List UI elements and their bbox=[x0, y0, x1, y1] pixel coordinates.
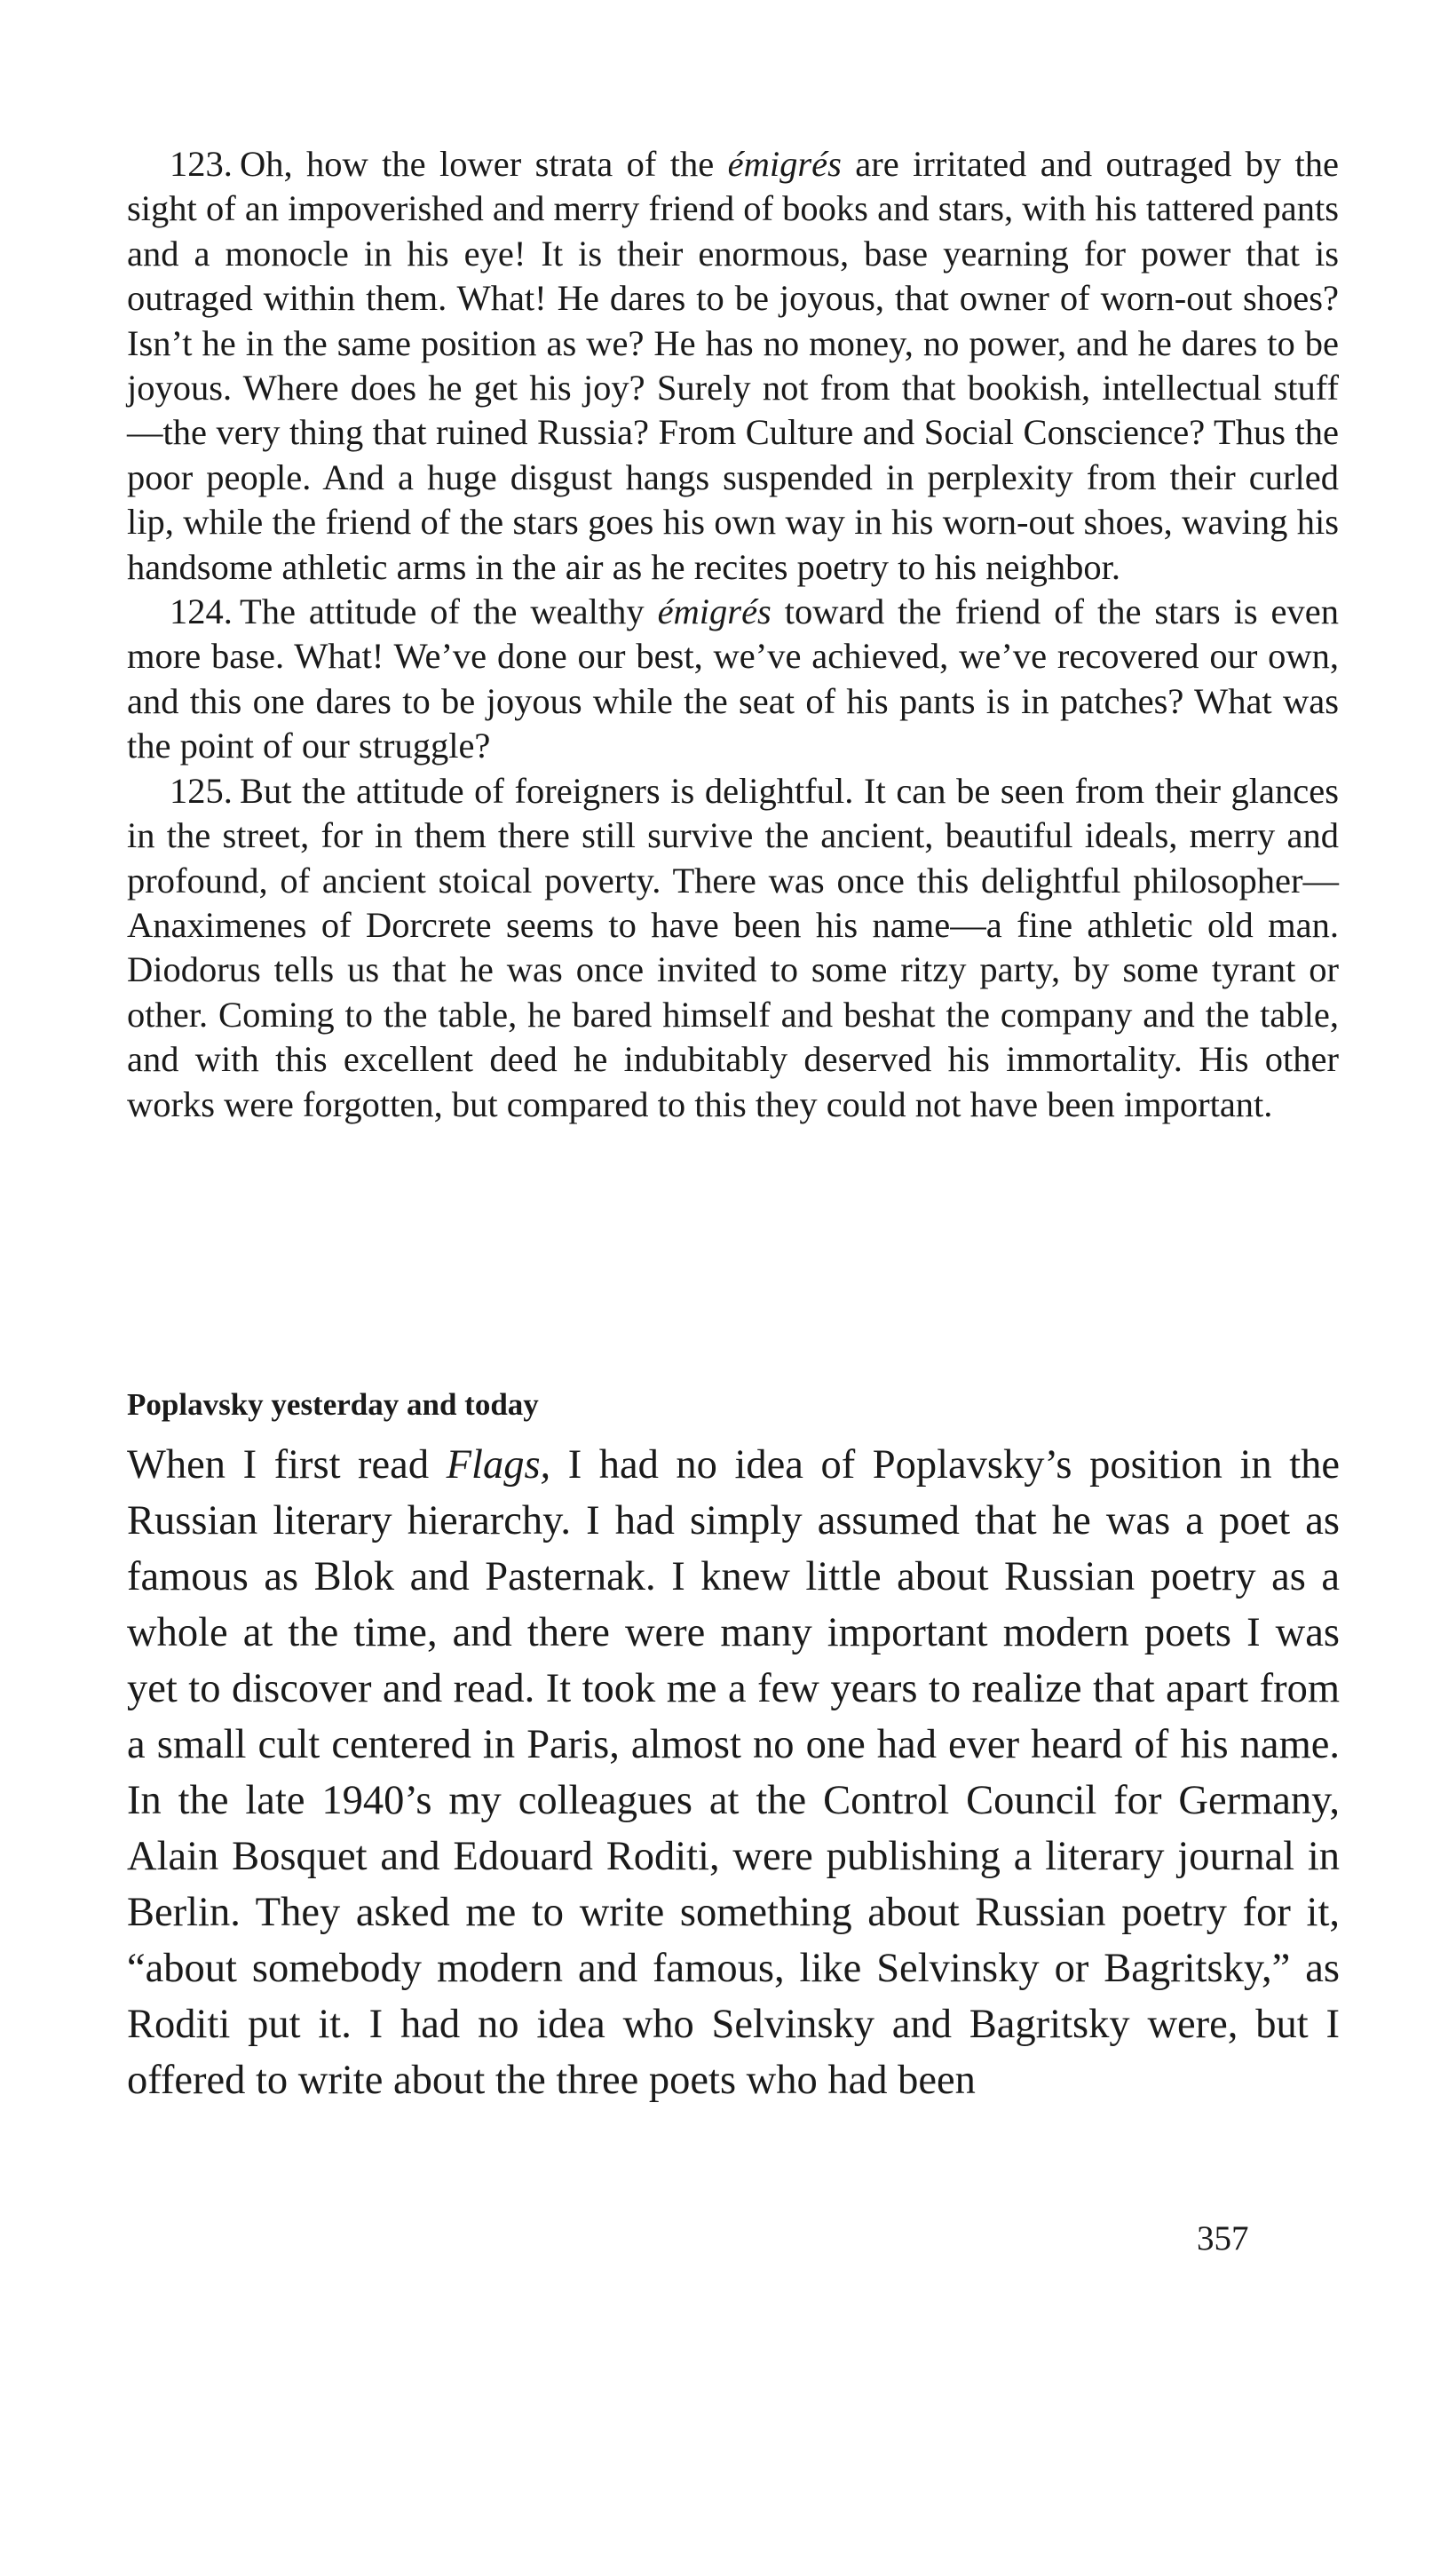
numbered-paragraphs bbox=[127, 142, 1339, 1127]
section-heading: Poplavsky yesterday and today bbox=[127, 1387, 539, 1422]
page-number: 357 bbox=[1197, 2219, 1249, 2258]
paragraph-124 bbox=[127, 590, 1339, 769]
paragraph-125 bbox=[127, 769, 1339, 1127]
paragraph-text: The attitude of the wealthy bbox=[239, 591, 658, 632]
paragraph-number: 123. bbox=[170, 144, 233, 184]
paragraph-number: 124. bbox=[170, 591, 233, 632]
paragraph-number: 125. bbox=[170, 770, 233, 811]
body-text: I had no idea of Poplavsky’s position in the Russian literary hierarchy. I had simply assumed that he was a poet as famous as Blok and Pasternak. I knew little about Russian poetry as a whole at the time, and there were many important modern poets I was yet to discover and read. It took me a few years to realize that apart from a small cult centered in Paris, almost no one had ever heard of his name. In the late 1940’s my colleagues at the Control Council for Germany, Alain Bosquet and Edouard Roditi, were publishing a literary journal in Berlin. They asked me to write something about Russian poetry for it, “about somebody modern and famous, like Selvinsky or Bagritsky,” as Roditi put it. I had no idea who Selvinsky and Bagritsky were, but I offered to write about the three poets who had been bbox=[127, 1442, 1340, 2103]
italic-term: émigrés bbox=[657, 591, 772, 632]
section-body bbox=[127, 1437, 1340, 2108]
paragraph-text: But the attitude of foreigners is delightful. It can be seen from their glances in the street, for in them there still survive the ancient, beautiful ideals, merry and profound, of ancient stoical poverty. There was once this delightful philosopher—Anaximenes of Dorcrete seems to have been his name—a fine athletic old man. Diodorus tells us that he was once invited to some ritzy party, by some tyrant or other. Coming to the table, he bared himself and beshat the company and the table, and with this excellent deed he indubitably deserved his immortality. His other works were forgotten, but compared to this they could not have been important. bbox=[127, 770, 1339, 1124]
paragraph-text: are irritated and outraged by the sight of an impoverished and merry friend of books and stars, with his tattered pants and a monocle in his eye! It is their enormous, base yearning for power that is outraged within them. What! He dares to be joyous, that owner of worn-out shoes? Isn’t he in the same position as we? He has no money, no power, and he dares to be joyous. Where does he get his joy? Surely not from that bookish, intellectual stuff—the very thing that ruined Russia? From Culture and Social Conscience? Thus the poor people. And a huge disgust hangs suspended in perplexity from their curled lip, while the friend of the stars goes his own way in his worn-out shoes, waving his handsome athletic arms in the air as he recites poetry to his neighbor. bbox=[127, 144, 1339, 587]
paragraph-123 bbox=[127, 142, 1339, 590]
paragraph-text: Oh, how the lower strata of the bbox=[239, 144, 728, 184]
body-text: When I first read bbox=[127, 1442, 447, 1488]
italic-term: émigrés bbox=[727, 144, 842, 184]
book-title: Flags, bbox=[446, 1442, 551, 1488]
paragraph-text: toward the friend of the stars is even more base. What! We’ve done our best, we’ve achieved, we’ve recovered our own, and this one dares to be joyous while the seat of his pants is in patches? What was the point of our struggle? bbox=[127, 591, 1339, 766]
